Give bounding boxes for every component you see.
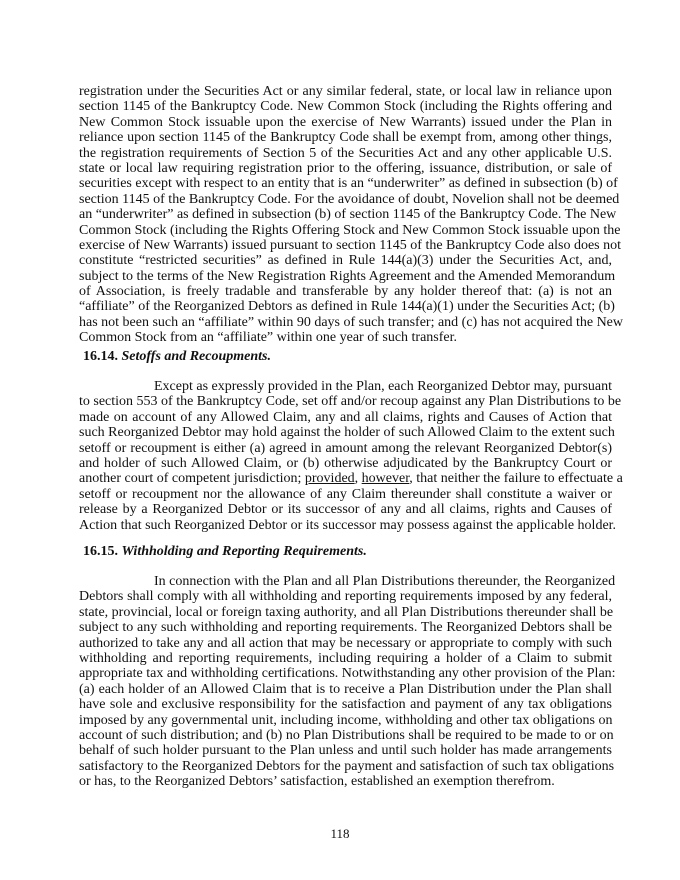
text-line: Action that such Reorganized Debtor or its successor may possess against the applicable holder. (79, 517, 617, 533)
text-line: Common Stock (including the Rights Offering Stock and New Common Stock issuable upon the (79, 222, 621, 238)
section-number: 16.15. (83, 544, 118, 559)
text-line: and holder of such Allowed Claim, or (b) otherwise adjudicated by the Bankruptcy Court or (79, 455, 612, 471)
text-line: New Common Stock issuable upon the exercise of New Warrants) issued under the Plan in (79, 114, 612, 130)
text-line: imposed by any governmental unit, including income, withholding and other tax obligations on (79, 712, 613, 728)
text-line: state or local law requiring registration prior to the offering, issuance, distribution, or sale of (79, 160, 612, 176)
paragraph-setoffs-lines (79, 379, 622, 471)
section-title: Withholding and Reporting Requirements. (121, 544, 367, 559)
paragraph-setoffs (79, 379, 623, 533)
text-line: satisfactory to the Reorganized Debtors for the payment and satisfaction of such tax obligations (79, 758, 615, 774)
text-segment: , (354, 471, 362, 487)
section-number: 16.14. (83, 349, 118, 364)
text-line: (a) each holder of an Allowed Claim that is to receive a Plan Distribution under the Plan shall (79, 681, 612, 697)
text-line: section 1145 of the Bankruptcy Code. New Common Stock (including the Rights offering and (79, 99, 612, 115)
text-line: behalf of such holder pursuant to the Plan unless and until such holder has made arrangements (79, 743, 612, 759)
text-line: release by a Reorganized Debtor or its successor of any and all claims, rights and Causes of (79, 502, 612, 518)
text-line: to section 553 of the Bankruptcy Code, set off and/or recoup against any Plan Distributions to be (79, 394, 622, 410)
paragraph-securities-exemption (79, 84, 623, 346)
text-line: appropriate tax and withholding certifications. Notwithstanding any other provision of the Plan: (79, 666, 616, 682)
text-line: the registration requirements of Section 5 of the Securities Act and any other applicable U.S. (79, 145, 612, 161)
underlined-term-provided: provided (304, 471, 355, 487)
text-segment: another court of competent jurisdiction; (79, 471, 305, 487)
section-heading-16-15 (83, 544, 367, 560)
text-line: of Association, is freely tradable and transferable by any holder thereof that: (a) is not an (79, 284, 612, 300)
text-line: constitute “restricted securities” as defined in Rule 144(a)(3) under the Securities Act, and, (79, 253, 612, 269)
text-line: section 1145 of the Bankruptcy Code. For the avoidance of doubt, Novelion shall not be deemed (79, 191, 620, 207)
underlined-term-however: however (361, 471, 410, 487)
text-line: has not been such an “affiliate” within 90 days of such transfer; and (c) has not acquired the New (79, 314, 623, 330)
text-line: Common Stock from an “affiliate” within one year of such transfer. (79, 330, 458, 346)
text-line (79, 471, 623, 487)
section-title: Setoffs and Recoupments. (121, 349, 271, 364)
section-heading-16-14 (83, 349, 271, 365)
paragraph-withholding (79, 574, 616, 790)
text-line: exercise of New Warrants) issued pursuant to section 1145 of the Bankruptcy Code also does not (79, 237, 622, 253)
text-line: state, provincial, local or foreign taxing authority, and all Plan Distributions thereunder shall be (79, 604, 614, 620)
text-line: or has, to the Reorganized Debtors’ satisfaction, established an exemption therefrom. (79, 774, 555, 790)
paragraph-setoffs-tail (79, 486, 617, 533)
page-number: 118 (330, 826, 350, 841)
text-line: authorized to take any and all action that may be necessary or appropriate to comply with such (79, 635, 612, 651)
text-line: such Reorganized Debtor may hold against the holder of such Allowed Claim to the extent such (79, 425, 615, 441)
text-line: Debtors shall comply with all withholding and reporting requirements imposed by any federal, (79, 589, 612, 605)
text-line: securities except with respect to an entity that is an “underwriter” as defined in subsection (b) of (79, 176, 618, 192)
text-line: made on account of any Allowed Claim, any and all claims, rights and Causes of Action that (79, 409, 612, 425)
text-line: subject to any such withholding and reporting requirements. The Reorganized Debtors shall be (79, 620, 612, 636)
text-line: setoff or recoupment nor the allowance of any Claim thereunder shall constitute a waiver or (79, 486, 612, 502)
text-line: have sole and exclusive responsibility for the satisfaction and payment of any tax obligations (79, 697, 612, 713)
text-line: Except as expressly provided in the Plan, each Reorganized Debtor may, pursuant (154, 379, 612, 394)
text-line: setoff or recoupment is either (a) agreed in amount among the relevant Reorganized Debtor(s) (79, 440, 612, 456)
text-segment: , that neither the failure to effectuate a (409, 471, 623, 487)
text-line: withholding and reporting requirements, including requiring a holder of a Claim to submit (79, 650, 612, 666)
text-line: In connection with the Plan and all Plan Distributions thereunder, the Reorganized (154, 574, 616, 589)
text-line: “affiliate” of the Reorganized Debtors as defined in Rule 144(a)(1) under the Securities Act; (b) (79, 299, 615, 315)
text-line: reliance upon section 1145 of the Bankruptcy Code shall be exempt from, among other things, (79, 130, 612, 146)
text-line: an “underwriter” as defined in subsection (b) of section 1145 of the Bankruptcy Code. The New (79, 207, 617, 223)
text-line: registration under the Securities Act or any similar federal, state, or local law in reliance upon (79, 84, 612, 99)
text-line: subject to the terms of the New Registration Rights Agreement and the Amended Memorandum (79, 268, 616, 284)
text-line: account of such distribution; and (b) no Plan Distributions shall be required to be made to or on (79, 727, 614, 743)
